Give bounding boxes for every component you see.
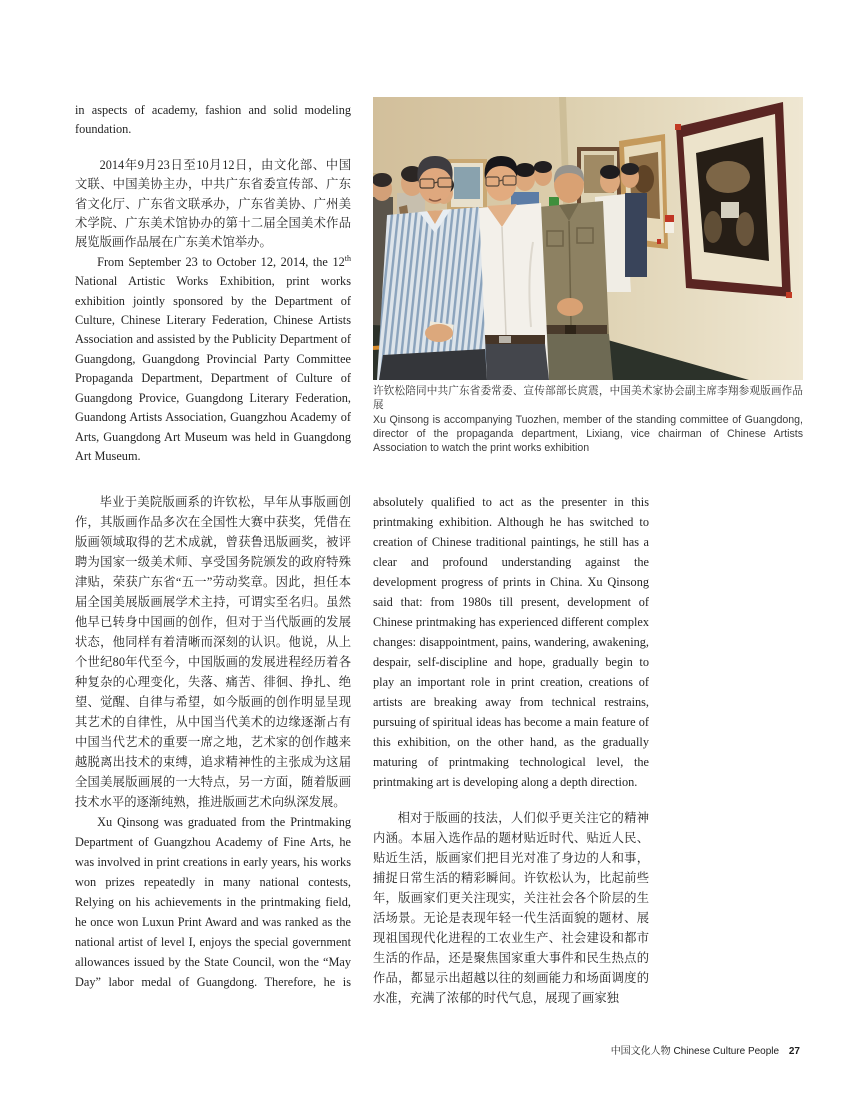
ordinal-superscript: th: [344, 253, 351, 263]
intro-column: [75, 101, 351, 466]
magazine-name-en: Chinese Culture People: [673, 1046, 780, 1057]
xu-bio-paragraph-cn: 毕业于美院版画系的许钦松，早年从事版画创作，其版画作品多次在全国性大赛中获奖，凭借在版画领域取得的艺术成就，曾获鲁迅版画奖，被评聘为国家一级美术师、享受国务院颁发的政府特殊津贴，荣获广东省“五一”劳动奖章。因此，担任本届全国美展版画展学术主持，可谓实至名归。虽然他早已转身中国画的创作，但对于当代版画的发展状态，他同样有着清晰而深刻的认识。他说，从上个世纪80年代至今，中国版画的发展进程经历着各种复杂的心理变化，失落、痛苦、徘徊、挣扎、绝望、觉醒、自律与希望，如今版画的创作明显呈现其艺术的自律性，从中国当代美术的边缘逐渐占有中国当代艺术的重要一席之地，艺术家的创作越来越脱离出技术的束缚，追求精神性的主张成为这届全国美展版画展的一大特点，另一方面，随着版画技术水平的逐渐纯熟，推进版画艺术向纵深发展。: [75, 495, 351, 809]
page-footer: [400, 1042, 800, 1057]
body-columns: [75, 492, 649, 1008]
maroon-framed-print: [675, 102, 792, 298]
page-number: 27: [788, 1046, 800, 1057]
event-en-text-rest: National Artistic Works Exhibition, print works exhibition jointly sponsored by the Department of Culture, Chinese Literary Federation, Chinese Artists Association and assisted by the Publicity Department of Guangdong, Guangdong Provincial Party Committee Propaganda Department, Department of Culture of Guangdong Provice, Guangdong Literary Federation, Guandong Artists Association, Guangzhou Academy of Arts, Guangdong Art Museum was held in Guangdong Art Museum.: [75, 274, 351, 463]
magazine-name-cn: 中国文化人物: [610, 1046, 671, 1057]
gallery-photo-illustration: [373, 97, 803, 380]
spirit-paragraph-cn: 相对于版画的技法，人们似乎更关注它的精神内涵。本届入选作品的题材贴近时代、贴近人民、贴近生活，版画家们把目光对准了身边的人和事，捕捉日常生活的精彩瞬间。许钦松认为，比起前些年，版画家们更关注现实，关注社会各个阶层的生活场景。无论是表现年轻一代生活面貌的题材、展现祖国现代化进程的工农业生产、社会建设和都市生活的作品，还是聚焦国家重大事件和民生热点的作品，都显示出超越以往的刻画能力和场面调度的水准，充满了浓郁的时代气息，展现了画家独: [373, 811, 649, 1005]
event-en-text: From September 23 to October 12, 2014, the 12: [97, 254, 345, 269]
event-paragraph-en: [75, 253, 351, 466]
photo-caption-cn: 许钦松陪同中共广东省委常委、宣传部部长庹震，中国美术家协会副主席李翔参观版画作品展: [373, 385, 803, 411]
gallery-photo: [373, 97, 803, 380]
photo-caption-en: Xu Qinsong is accompanying Tuozhen, member of the standing committee of Guangdong, director of the propaganda department, Lixiang, vice chairman of Chinese Artists Association to watch the print works exhibition: [373, 414, 803, 454]
event-paragraph-cn: 2014年9月23日至10月12日，由文化部、中国文联、中国美协主办，中共广东省委宣传部、广东省文化厅、广东省文联承办，广东省美协、广州美术学院、广东美术馆协办的第十二届全国美术作品展览版画作品展在广东美术馆举办。: [75, 157, 351, 250]
intro-continuation-paragraph: in aspects of academy, fashion and solid modeling foundation.: [75, 103, 351, 137]
xu-bio-paragraph-en: Xu Qinsong was graduated from the Printmaking Department of Guangzhou Academy of Fine Arts, he was involved in print creations in early years, his works won prizes repeatedly in many national contests, Relying on his achievements in the printmaking field, he once won Luxun Print Award and was ranked as the national artist of level I, enjoys the special government allowances issued by the State Council, won the “May Day” labor medal of Guangdong. Therefore, he is absolutely qualified to act as the presenter in this printmaking exhibition. Although he has switched to creation of Chinese traditional paintings, he still has a clear and profound understanding against the development progress of prints in China. Xu Qinsong said that: from 1980s till present, development of Chinese printmaking has experienced different complex changes: disappointment, pains, wandering, awakening, despair, self-discipline and hope, gradually begin to play an important role in print creation, creations of artists are breaking away from technical restrains, pursuing of spiritual ideas has become a main feature of this exhibition, on the other hand, as the gradually maturing of printmaking technological level, the printmaking art is developing along a depth direction.: [75, 495, 649, 989]
photo-caption: [373, 384, 803, 455]
